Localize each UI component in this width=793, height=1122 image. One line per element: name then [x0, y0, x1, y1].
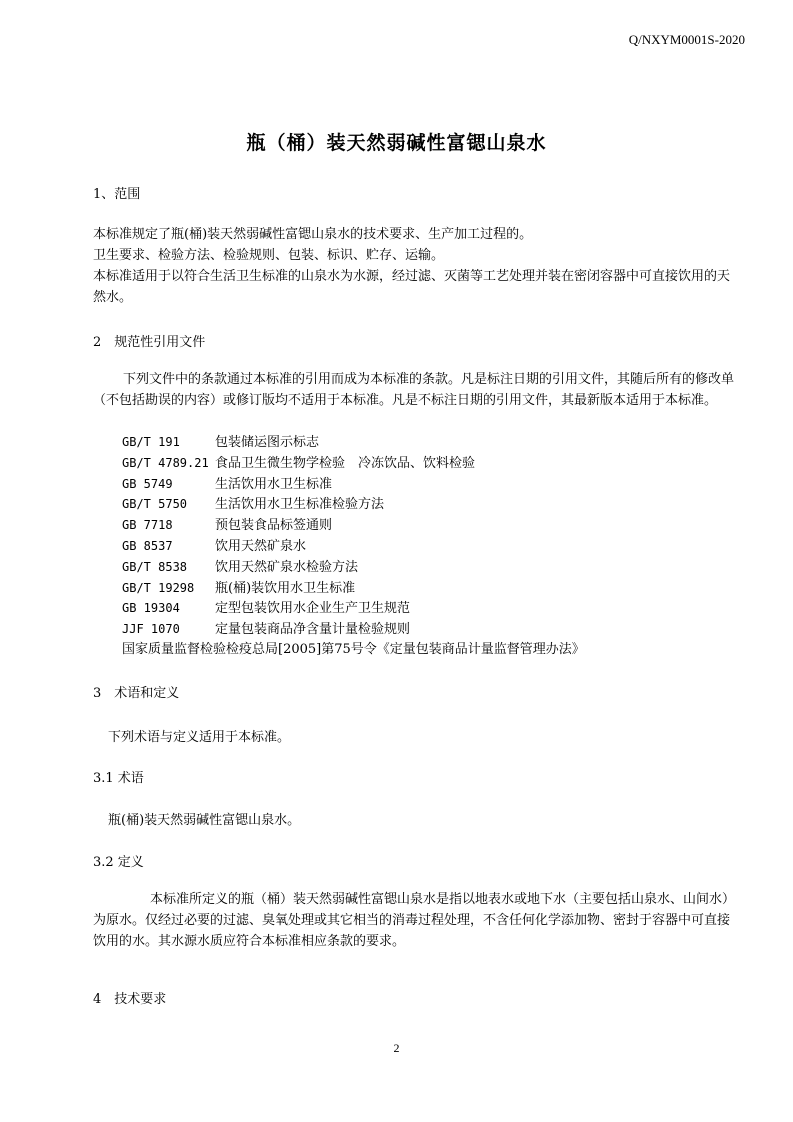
- ref-code: GB/T 5750: [122, 497, 188, 512]
- section-3-intro: 下列术语与定义适用于本标准。: [108, 730, 291, 745]
- ref-name: 定量包装商品净含量计量检验规则: [215, 622, 411, 638]
- section-3-heading: 3 术语和定义: [93, 686, 180, 701]
- ref-name: 包装储运图示标志: [215, 435, 320, 450]
- scope-line-2: 卫生要求、检验方法、检验规则、包装、标识、贮存、运输。: [93, 248, 445, 263]
- list-item: [122, 432, 585, 453]
- ref-code: GB 8537: [122, 538, 173, 553]
- reference-list: [122, 432, 585, 661]
- list-item: [122, 619, 585, 640]
- section-4-heading: 4 技术要求: [93, 992, 167, 1007]
- list-item: [122, 557, 585, 578]
- ref-name: 生活饮用水卫生标准检验方法: [215, 497, 385, 513]
- list-item: [122, 474, 585, 495]
- scope-line-1: 本标准规定了瓶(桶)装天然弱碱性富锶山泉水的技术要求、生产加工过程的。: [93, 227, 533, 242]
- section-3-2-text: 本标准所定义的瓶（桶）装天然弱碱性富锶山泉水是指以地表水或地下水（主要包括山泉水、山间水）为原水。仅经过必要的过滤、臭氧处理或其它相当的消毒过程处理，不含任何化学添加物、密封于容器中可直接饮用的水。其水源水质应符合本标准相应条款的要求。: [93, 892, 736, 949]
- section-2-intro: 下列文件中的条款通过本标准的引用而成为本标准的条款。凡是标注日期的引用文件，其随后所有的修改单（不包括勘误的内容）或修订版均不适用于本标准。凡是不标注日期的引用文件，其最新版本适用于本标准。: [93, 372, 735, 408]
- section-3-1-text: 瓶(桶)装天然弱碱性富锶山泉水。: [108, 813, 301, 828]
- ref-code: JJF 1070: [122, 622, 180, 637]
- section-3-2-heading: 3.2 定义: [93, 855, 144, 870]
- section-1-body: [93, 224, 741, 308]
- ref-name: 饮用天然矿泉水: [215, 538, 307, 554]
- list-item: [122, 578, 585, 599]
- ref-code: GB 7718: [122, 518, 173, 533]
- ref-name: 预包装食品标签通则: [215, 518, 333, 534]
- ref-name: 定型包装饮用水企业生产卫生规范: [215, 601, 411, 617]
- list-item: [122, 515, 585, 536]
- decree-reference: 国家质量监督检验检疫总局[2005]第75号令《定量包装商品计量监督管理办法》: [122, 641, 585, 657]
- ref-code: GB 5749: [122, 476, 173, 491]
- ref-name: 饮用天然矿泉水检验方法: [215, 559, 359, 575]
- document-title: 瓶（桶）装天然弱碱性富锶山泉水: [246, 132, 547, 154]
- section-2-heading: 2 规范性引用文件: [93, 335, 206, 350]
- section-1-heading: 1、范围: [93, 187, 141, 202]
- ref-code: GB/T 8538: [122, 559, 188, 574]
- list-item: [122, 598, 585, 619]
- list-item: [122, 453, 585, 474]
- ref-name: 食品卫生微生物学检验 冷冻饮品、饮料检验: [215, 455, 476, 471]
- section-3-1-heading: 3.1 术语: [93, 771, 144, 786]
- standard-code: Q/NXYM0001S-2020: [628, 32, 745, 47]
- list-item: [122, 536, 585, 557]
- ref-code: GB/T 191: [122, 435, 180, 449]
- ref-name: 生活饮用水卫生标准: [215, 476, 333, 492]
- ref-code: GB/T 4789.21: [122, 455, 209, 470]
- ref-name: 瓶(桶)装饮用水卫生标准: [215, 580, 356, 596]
- scope-line-3: 本标准适用于以符合生活卫生标准的山泉水为水源，经过滤、灭菌等工艺处理并装在密闭容器中可直接饮用的天然水。: [93, 269, 731, 305]
- ref-code: GB 19304: [122, 601, 180, 616]
- page-number: 2: [393, 1041, 400, 1055]
- list-item: [122, 494, 585, 515]
- ref-code: GB/T 19298: [122, 580, 195, 595]
